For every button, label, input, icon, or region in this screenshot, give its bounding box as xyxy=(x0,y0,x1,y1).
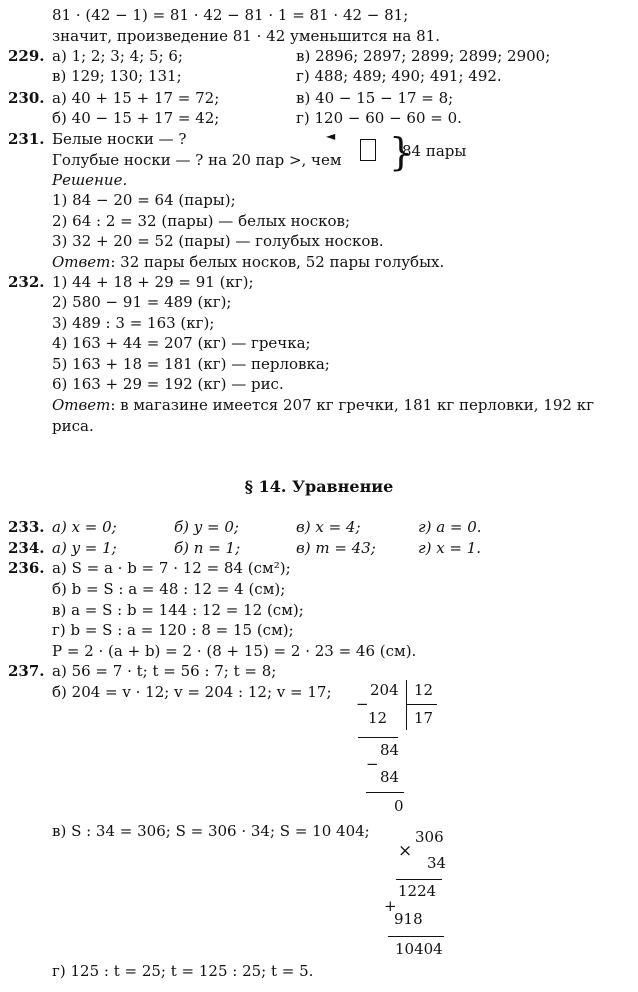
problem-number: 234. xyxy=(8,539,45,557)
step: 2) 580 − 91 = 489 (кг); xyxy=(52,293,232,311)
division-bar xyxy=(406,680,407,730)
answer-b: б) 40 − 15 + 17 = 42; xyxy=(52,109,220,127)
answer-a: а) y = 1; xyxy=(52,539,117,557)
answer-a: а) x = 0; xyxy=(52,518,117,536)
subtrahend: 12 xyxy=(368,709,388,727)
condition-line: Белые носки — ? xyxy=(52,130,187,148)
formula: в) a = S : b = 144 : 12 = 12 (см); xyxy=(52,601,304,619)
answer-a: а) 40 + 15 + 17 = 72; xyxy=(52,89,220,107)
answer-v: в) 40 − 15 − 17 = 8; xyxy=(296,89,454,107)
answer-line xyxy=(52,252,444,272)
multiplication-line xyxy=(388,936,444,937)
division-line xyxy=(366,792,404,793)
minus-sign: − xyxy=(356,695,369,713)
answer-g: г) x = 1. xyxy=(418,539,482,557)
formula: б) b = S : a = 48 : 12 = 4 (см); xyxy=(52,580,286,598)
equation: г) 125 : t = 25; t = 125 : 25; t = 5. xyxy=(52,962,314,980)
multiplicand: 306 xyxy=(415,828,444,846)
problem-number: 236. xyxy=(8,559,45,577)
times-sign: × xyxy=(398,841,413,861)
step: 2) 64 : 2 = 32 (пары) — белых носков; xyxy=(52,212,351,230)
answer-a: а) 1; 2; 3; 4; 5; 6; xyxy=(52,47,183,65)
formula: P = 2 · (a + b) = 2 · (8 + 15) = 2 · 23 = 46 (см). xyxy=(52,642,417,660)
problem-number: 237. xyxy=(8,662,45,680)
answer-line xyxy=(52,395,594,415)
plus-sign: + xyxy=(384,897,397,915)
step: 3) 32 + 20 = 52 (пары) — голубых носков. xyxy=(52,232,384,250)
text-line: 81 · (42 − 1) = 81 · 42 − 81 · 1 = 81 · 42 − 81; xyxy=(52,6,409,24)
problem-number: 232. xyxy=(8,273,45,291)
answer-g: г) 488; 489; 490; 491; 492. xyxy=(296,67,502,85)
equation: в) S : 34 = 306; S = 306 · 34; S = 10 404; xyxy=(52,822,370,840)
problem-number: 229. xyxy=(8,47,45,65)
quotient: 17 xyxy=(414,709,434,727)
step: 4) 163 + 44 = 207 (кг) — гречка; xyxy=(52,334,311,352)
formula: г) b = S : a = 120 : 8 = 15 (см); xyxy=(52,621,294,639)
answer-b: б) n = 1; xyxy=(174,539,241,557)
answer-v: в) 2896; 2897; 2899; 2899; 2900; xyxy=(296,47,551,65)
division-line xyxy=(358,737,398,738)
section-heading: § 14. Уравнение xyxy=(244,477,394,496)
total-label: 84 пары xyxy=(402,142,467,160)
minus-sign: − xyxy=(366,755,379,773)
problem-number: 230. xyxy=(8,89,45,107)
divisor: 12 xyxy=(414,681,434,699)
multiplier: 34 xyxy=(427,854,447,872)
brace: } xyxy=(389,130,414,174)
answer-text: : 32 пары белых носков, 52 пары голубых. xyxy=(110,253,445,271)
arrow-icon: ◄ xyxy=(326,129,336,143)
formula: а) S = a · b = 7 · 12 = 84 (см²); xyxy=(52,559,291,577)
remainder: 0 xyxy=(394,797,404,815)
divisor-underline xyxy=(407,704,437,705)
empty-box xyxy=(360,139,376,161)
text-line: значит, произведение 81 · 42 уменьшится на 81. xyxy=(52,27,440,45)
subtrahend: 84 xyxy=(380,768,400,786)
answer-v: в) x = 4; xyxy=(296,518,361,536)
multiplication-line xyxy=(396,879,442,880)
partial-product: 1224 xyxy=(398,882,437,900)
step: 5) 163 + 18 = 181 (кг) — перловка; xyxy=(52,355,330,373)
problem-number: 233. xyxy=(8,518,45,536)
answer-g: г) a = 0. xyxy=(418,518,482,536)
answer-g: г) 120 − 60 − 60 = 0. xyxy=(296,109,462,127)
answer-label: Ответ xyxy=(52,253,111,271)
answer-v: в) m = 43; xyxy=(296,539,376,557)
equation: б) 204 = v · 12; v = 204 : 12; v = 17; xyxy=(52,683,332,701)
remainder: 84 xyxy=(380,741,400,759)
answer-text: : в магазине имеется 207 кг гречки, 181 кг перловки, 192 кг xyxy=(110,396,594,414)
answer-b: в) 129; 130; 131; xyxy=(52,67,182,85)
solution-label: Решение. xyxy=(52,171,128,189)
condition-line: Голубые носки — ? на 20 пар >, чем xyxy=(52,151,342,169)
step: 1) 84 − 20 = 64 (пары); xyxy=(52,191,236,209)
problem-number: 231. xyxy=(8,130,45,148)
equation: а) 56 = 7 · t; t = 56 : 7; t = 8; xyxy=(52,662,277,680)
step: 6) 163 + 29 = 192 (кг) — рис. xyxy=(52,375,284,393)
step: 3) 489 : 3 = 163 (кг); xyxy=(52,314,215,332)
answer-b: б) y = 0; xyxy=(174,518,239,536)
answer-line: риса. xyxy=(52,417,94,435)
product: 10404 xyxy=(395,940,443,958)
dividend: 204 xyxy=(370,681,399,699)
partial-product: 918 xyxy=(394,910,423,928)
answer-label: Ответ xyxy=(52,396,111,414)
step: 1) 44 + 18 + 29 = 91 (кг); xyxy=(52,273,254,291)
